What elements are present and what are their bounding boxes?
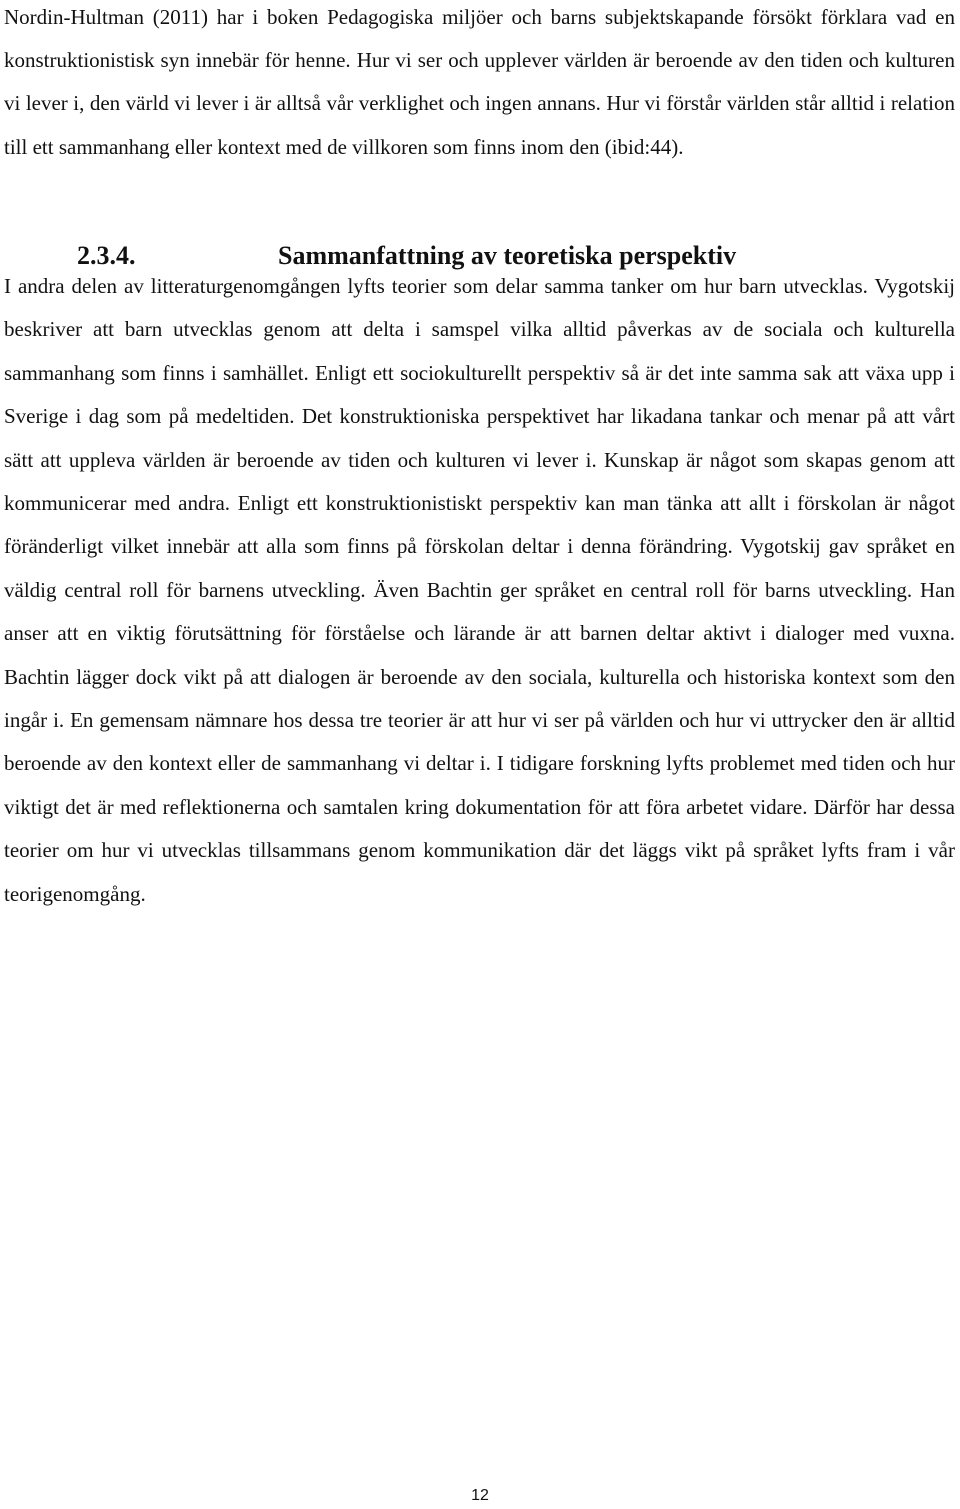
intro-paragraph: Nordin-Hultman (2011) har i boken Pedagogiska miljöer och barns subjektskapande försökt förklara vad en konstruktionistisk syn innebär för henne. Hur vi ser och upplever världen är beroende av den tiden och kulturen vi lever i, den värld vi lever i är alltså vår verklighet och ingen annans. Hur vi förstår världen står alltid i relation till ett sammanhang eller kontext med de villkoren som finns inom den (ibid:44).: [4, 5, 955, 159]
page-number: 12: [471, 1487, 489, 1504]
section-title: Sammanfattning av teoretiska perspektiv: [278, 241, 737, 270]
summary-paragraph: I andra delen av litteraturgenomgången lyfts teorier som delar samma tanker om hur barn utvecklas. Vygotskij beskriver att barn utvecklas genom att delta i samspel vilka alltid påverkas av de sociala och kulturella sammanhang som finns i samhället. Enligt ett sociokulturellt perspektiv så är det inte samma sak att växa upp i Sverige i dag som på medeltiden. Det konstruktioniska perspektivet har likadana tankar och menar på att vårt sätt att uppleva världen är beroende av tiden och kulturen vi lever i. Kunskap är något som skapas genom att kommunicerar med andra. Enligt ett konstruktionistiskt perspektiv kan man tänka att allt i förskolan är något föränderligt vilket innebär att alla som finns på förskolan deltar i denna förändring. Vygotskij gav språket en väldig central roll för barnens utveckling. Även Bachtin ger språket en central roll för barns utveckling. Han anser att en viktig förutsättning för förståelse och lärande är att barnen deltar aktivt i dialoger med vuxna. Bachtin lägger dock vikt på att dialogen är beroende av den sociala, kulturella och historiska kontext som den ingår i. En gemensam nämnare hos dessa tre teorier är att hur vi ser på världen och hur vi uttrycker den är alltid beroende av den kontext eller de sammanhang vi deltar i. I tidigare forskning lyfts problemet med tiden och hur viktigt det är med reflektionerna och samtalen kring dokumentation för att föra arbetet vidare. Därför har dessa teorier om hur vi utvecklas tillsammans genom kommunikation där det läggs vikt på språket lyfts fram i vår teorigenomgång.: [4, 274, 955, 906]
section-number: 2.3.4.: [77, 241, 136, 270]
